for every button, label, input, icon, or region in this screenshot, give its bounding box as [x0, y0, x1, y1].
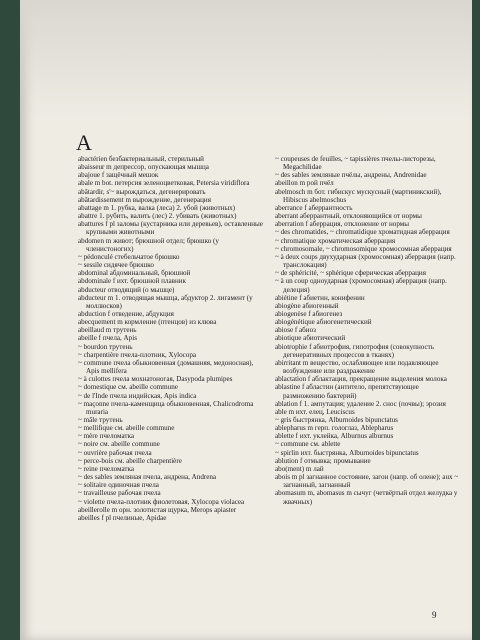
dictionary-entry: aberrance f аберрантность	[275, 203, 353, 212]
dictionary-entry: abeilles f pl пчелиные, Apidae	[78, 513, 167, 522]
dictionary-entry: ~ des sables земляные пчёлы, андрены, Andrenidae	[275, 171, 427, 180]
dictionary-entry: aberration f аберрация, отклонение от нормы	[275, 220, 410, 229]
dictionary-entry: ~ domestique см. abeille commune	[78, 383, 178, 392]
dictionary-entry: abactérien безбактериальный, стерильный	[78, 155, 204, 163]
dictionary-entry: ablastine f абластин (антитело, препятствующее размножению бактерий)	[275, 383, 419, 400]
dictionary-entry: abiose f абиоз	[275, 326, 316, 335]
dictionary-page	[20, 0, 472, 640]
dictionary-entry: abducteur m 1. отводящая мышца, абдуктор 2. лигамент (у моллюсков)	[78, 293, 253, 310]
section-letter: A	[76, 130, 92, 155]
dictionary-entry: ~ de sphéricité, ~ sphérique сферическая аберрация	[275, 269, 426, 278]
dictionary-entry: ~ des chromatides, ~ chromatidique хроматидная аберрация	[275, 228, 450, 237]
dictionary-entry: ~ à culottes пчела мохнатоногая, Dasypoda plumipes	[78, 375, 233, 384]
dictionary-entry: abâtardissement m вырождение, дегенерация	[78, 195, 211, 204]
dictionary-entry: abois m pl загнанное состояние, загон (напр. об олене); aux ~ загнанный, загнанный	[275, 473, 459, 490]
dictionary-entry: ~ des sables земляная пчела, андрена, Andrena	[78, 473, 217, 482]
dictionary-entry: abeillaud m трутень	[78, 326, 137, 335]
dictionary-entry: ~ solitaire одиночная пчела	[78, 481, 159, 490]
dictionary-entry: abeillon m рой пчёл	[275, 179, 334, 188]
dictionary-entry: abiogène абиогенный	[275, 301, 339, 310]
dictionary-entry: abiogénétique абиогенетический	[275, 318, 372, 327]
dictionary-entry: ablution f отмывка; промывание	[275, 456, 371, 465]
dictionary-entry: ~ sessile сидячее брюшко	[78, 261, 154, 270]
dictionary-entry: ~ coupeuses de feuilles, ~ tapissières пчелы-листорезы, Megachilidae	[275, 155, 436, 172]
dictionary-entry: abo(ment) m лай	[275, 464, 324, 473]
dictionary-entry: ablepharus m герп. гологлаз, Ablepharus	[275, 424, 394, 433]
dictionary-entry: ~ de l'Inde пчела индийская, Apis indica	[78, 391, 197, 400]
dictionary-entry: abduction f отведение, абдукция	[78, 309, 174, 318]
dictionary-entry: ~ commune см. ablette	[275, 440, 341, 449]
dictionary-entry: ~ chromatique хроматическая аберрация	[275, 236, 396, 245]
dictionary-entry: abeille f пчела, Apis	[78, 334, 137, 343]
dictionary-entry: ~ noire см. abeille commune	[78, 440, 160, 449]
dictionary-entry: ~ bourdon трутень	[78, 342, 133, 351]
dictionary-entry: ~ reine пчеломатка	[78, 464, 135, 473]
dictionary-entry: abomasum m, abomasus m сычуг (четвёртый отдел желудка у жвачных)	[275, 489, 458, 506]
dictionary-entry: ~ mellifique см. abeille commune	[78, 424, 175, 433]
dictionary-entry: ablette f ихт. уклейка, Alburnus alburnus	[275, 432, 394, 441]
dictionary-entry: aberrant аберрантный, отклоняющийся от нормы	[275, 212, 422, 221]
dictionary-entry: abiotrophie f абиотрофия, гипотрофия (совокупность дегенеративных процессов в тканях)	[275, 342, 434, 359]
dictionary-entry: ~ gris быстрянка, Alburnoides bipunctatus	[275, 416, 398, 424]
dictionary-entry: ~ maçonne пчела-каменщица обыкновенная, Chalicodroma muraria	[78, 399, 254, 416]
dictionary-entry: ~ mère пчеломатка	[78, 432, 135, 441]
dictionary-entry: ~ commune пчела обыкновенная (домашняя, медоносная), Apis mellifera	[78, 358, 254, 376]
dictionary-entry: ~ chromosomale, ~ chromosomique хромосомная аберрация	[275, 244, 452, 253]
dictionary-entry: ~ perce-bois см. abeille charpentière	[78, 456, 182, 465]
dictionary-entry: ~ pédonculé стебельчатое брюшко	[78, 252, 180, 261]
dictionary-entry: ~ charpentière пчела-плотник, Xylocopa	[78, 350, 197, 359]
dictionary-entry: abeillerolle m орн. золотистая щурка, Merops apiaster	[78, 505, 237, 514]
left-column	[78, 155, 264, 522]
dictionary-entry: ~ mâle трутень	[78, 416, 123, 424]
dictionary-entry: ~ spirlin ихт. быстрянка, Alburnoides bipunctatus	[275, 448, 419, 457]
dictionary-entry: abale m bot. петерсия зеленоцветковая, Petersia viridiflora	[78, 179, 250, 188]
dictionary-entry: abecquement m кормление (птенцов) из клюва	[78, 318, 217, 327]
dictionary-entry: abajoue f защёчный мешок	[78, 171, 159, 180]
dictionary-entry: abiétine f абиетин, конифенин	[275, 293, 365, 302]
dictionary-entry: abattage m 1. рубка, валка (леса) 2. убой (животных)	[78, 203, 236, 212]
dictionary-entry: abiogenèse f абиогенез	[275, 309, 343, 318]
dictionary-entry: abattures f pl заломы (кустарника или деревьев), оставленные крупными животными	[78, 220, 263, 237]
dictionary-entry: ~ ouvrière рабочая пчела	[78, 448, 152, 457]
dictionary-entry: ~ à deux coups двухударная (хромосомная) аберрация (напр. транслокация)	[275, 252, 456, 270]
dictionary-entry: ablation f 1. ампутация; удаление 2. снос (почвы); эрозия	[275, 399, 446, 408]
dictionary-entry: able m ихт. елец, Leuciscus	[275, 407, 355, 416]
dictionary-entry: abirritant m вещество, ослабляющее или подавляющее возбуждение или раздражение	[275, 358, 439, 376]
dictionary-entry: abdominal абдоминальный, брюшной	[78, 269, 191, 278]
dictionary-entry: abâtardir, s'~ вырождаться, дегенерировать	[78, 187, 206, 196]
dictionary-entry: ~ à un coup одноударная (хромосомная) аберрация (напр. делеция)	[275, 277, 447, 294]
dictionary-entry: ~ violette пчела-плотник фиолетовая, Xylocopa violacea	[78, 497, 245, 506]
dictionary-entry: ~ travailleuse рабочая пчела	[78, 489, 161, 498]
dictionary-entry: abdominale f ихт. брюшной плавник	[78, 277, 186, 286]
page-number: 9	[432, 610, 437, 620]
dictionary-entry: abiotique абиотический	[275, 334, 346, 343]
dictionary-entry: abducteur отводящий (о мышце)	[78, 285, 175, 294]
dictionary-entry: abaisseur m депрессор, опускающая мышца	[78, 163, 209, 172]
dictionary-entry: abattre 1. рубить, валить (лес) 2. убивать (животных)	[78, 212, 237, 221]
right-column	[275, 155, 461, 506]
dictionary-entry: abdomen m живот; брюшной отдел; брюшко (у членистоногих)	[78, 236, 219, 253]
dictionary-entry: abelmosch m бот. гибискус мускусный (мартиникский), Hibiscus abelmoschus	[275, 187, 442, 204]
dictionary-entry: ablactation f аблактация, прекращение выделения молока	[275, 375, 447, 384]
